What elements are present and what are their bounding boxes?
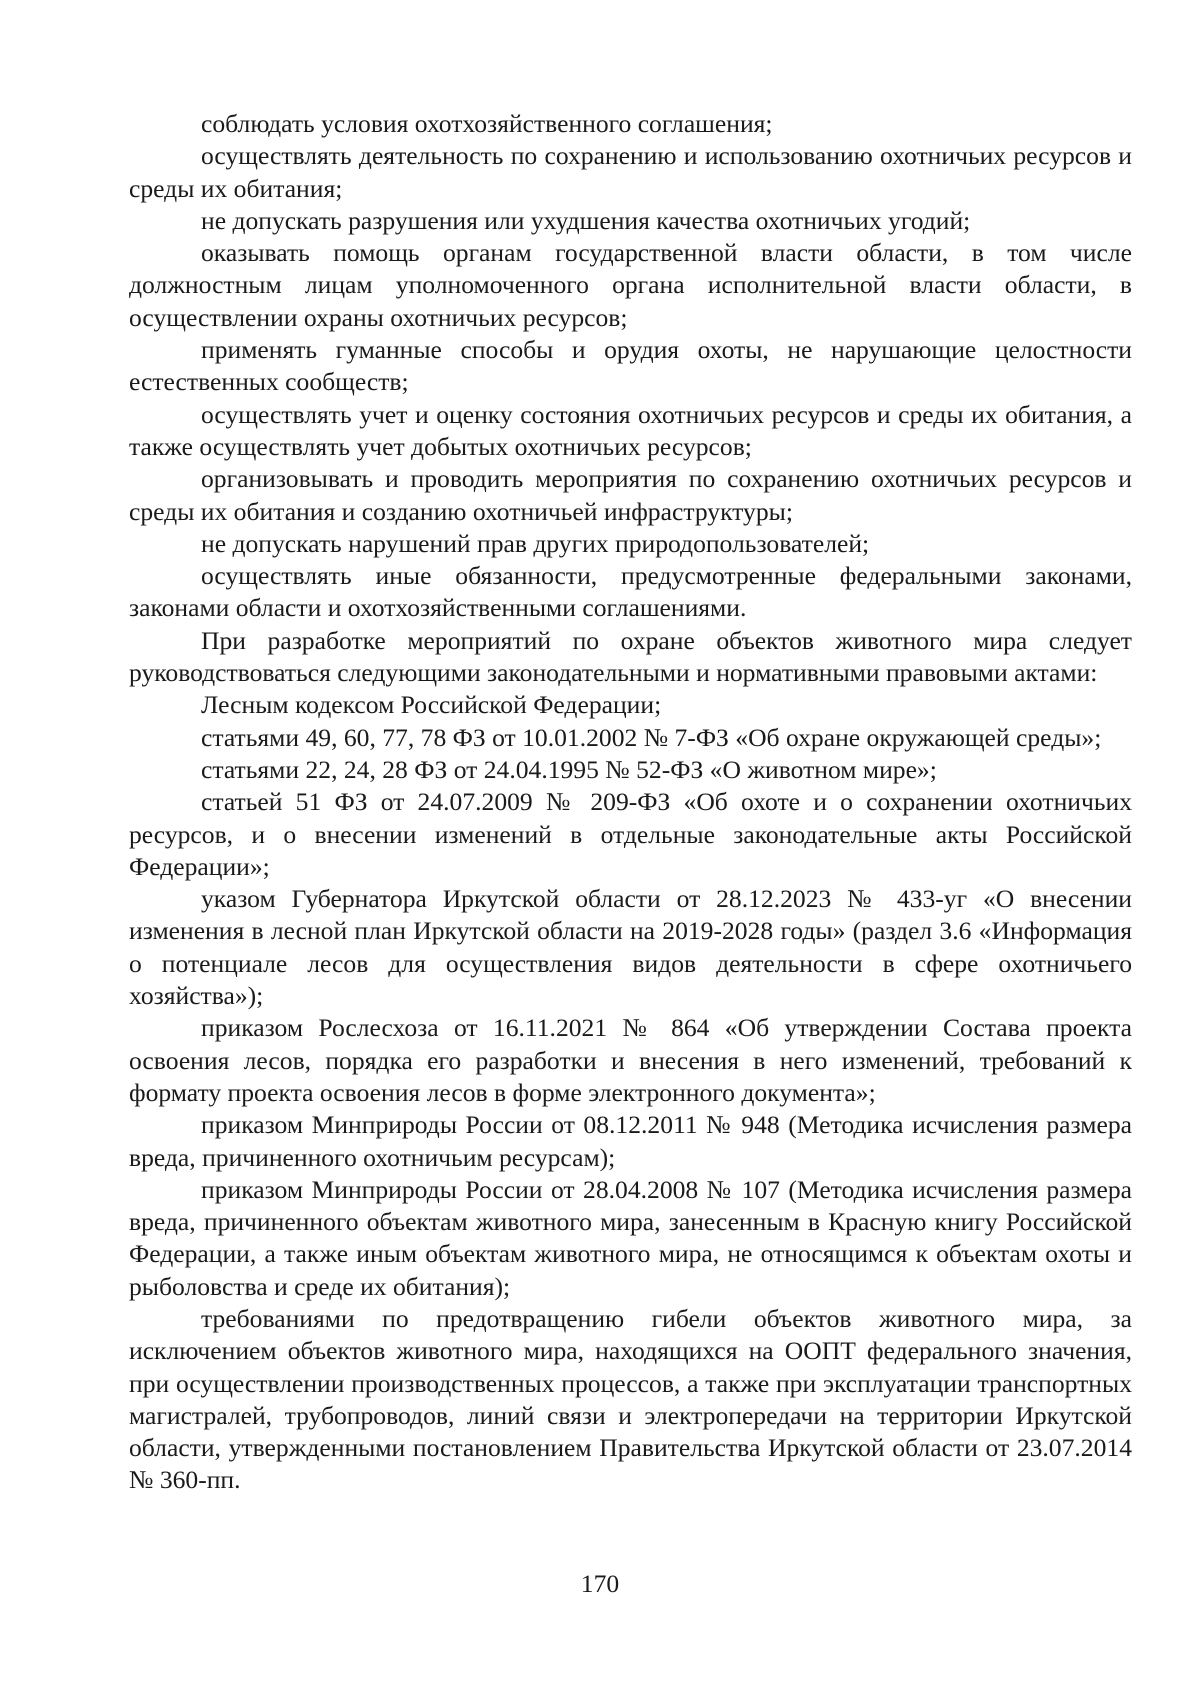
- paragraph-15: указом Губернатора Иркутской области от 28.12.2023 № 433-уг «О внесении изменения в лесной план Иркутской области на 2019-2028 годы» (раздел 3.6 «Информация о потенциале лесов для осуществления видов деятельности в сфере охотничьего хозяйства»);: [129, 884, 1132, 1011]
- paragraph-19: требованиями по предотвращению гибели объектов животного мира, за исключением объектов животного мира, находящихся на ООПТ федерального значения, при осуществлении производственных процессов, а также при эксплуатации транспортных магистралей, трубопроводов, линий связи и электропередачи на территории Иркутской области, утвержденными постановлением Правительства Иркутской области от 23.07.2014 № 360-пп.: [129, 1303, 1132, 1495]
- paragraph-12: статьями 49, 60, 77, 78 ФЗ от 10.01.2002 № 7-ФЗ «Об охране окружающей среды»;: [201, 722, 1102, 752]
- paragraph-6: осуществлять учет и оценку состояния охотничьих ресурсов и среды их обитания, а также осуществлять учет добытых охотничьих ресурсов;: [129, 399, 1132, 461]
- paragraph-16: приказом Рослесхоза от 16.11.2021 № 864 «Об утверждении Состава проекта освоения лесов, порядка его разработки и внесения в него изменений, требований к формату проекта освоения лесов в форме электронного документа»;: [129, 1013, 1132, 1107]
- paragraph-9: осуществлять иные обязанности, предусмотренные федеральными законами, законами области и охотхозяйственными соглашениями.: [129, 561, 1132, 623]
- paragraph-2: осуществлять деятельность по сохранению и использованию охотничьих ресурсов и среды их обитания;: [129, 141, 1132, 203]
- document-body: [129, 108, 1132, 1497]
- paragraph-4: оказывать помощь органам государственной власти области, в том числе должностным лицам уполномоченного органа исполнительной власти области, в осуществлении охраны охотничьих ресурсов;: [129, 238, 1132, 332]
- paragraph-17: приказом Минприроды России от 08.12.2011 № 948 (Методика исчисления размера вреда, причиненного охотничьим ресурсам);: [129, 1110, 1132, 1172]
- paragraph-7: организовывать и проводить мероприятия по сохранению охотничьих ресурсов и среды их обитания и созданию охотничьей инфраструктуры;: [129, 464, 1132, 526]
- paragraph-8: не допускать нарушений прав других природопользователей;: [201, 528, 870, 558]
- paragraph-5: применять гуманные способы и орудия охоты, не нарушающие целостности естественных сообществ;: [129, 335, 1132, 397]
- paragraph-3: не допускать разрушения или ухудшения качества охотничьих угодий;: [201, 205, 971, 235]
- paragraph-18: приказом Минприроды России от 28.04.2008 № 107 (Методика исчисления размера вреда, причиненного объектам животного мира, занесенным в Красную книгу Российской Федерации, а также иным объектам животного мира, не относящимся к объектам охоты и рыболовства и среде их обитания);: [129, 1174, 1132, 1301]
- paragraph-14: статьей 51 ФЗ от 24.07.2009 № 209-ФЗ «Об охоте и о сохранении охотничьих ресурсов, и о внесении изменений в отдельные законодательные акты Российской Федерации»;: [129, 787, 1132, 881]
- paragraph-13: статьями 22, 24, 28 ФЗ от 24.04.1995 № 52-ФЗ «О животном мире»;: [201, 754, 937, 784]
- paragraph-1: соблюдать условия охотхозяйственного соглашения;: [201, 109, 773, 138]
- page-number: 170: [580, 1569, 620, 1598]
- paragraph-10: При разработке мероприятий по охране объектов животного мира следует руководствоваться следующими законодательными и нормативными правовыми актами:: [129, 625, 1132, 688]
- paragraph-11: Лесным кодексом Российской Федерации;: [201, 690, 662, 720]
